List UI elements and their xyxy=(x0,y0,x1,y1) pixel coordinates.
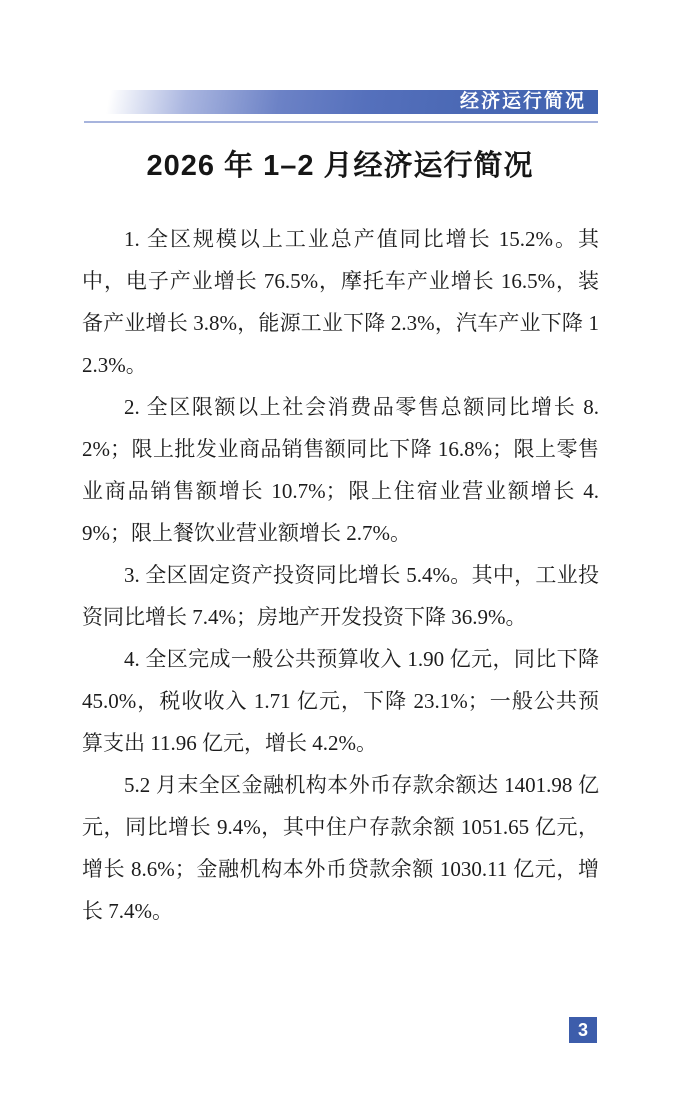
page-number-badge: 3 xyxy=(569,1017,597,1043)
page-title: 2026 年 1–2 月经济运行简况 xyxy=(146,150,534,182)
paragraph-finance: 5.2 月末全区金融机构本外币存款余额达 1401.98 亿元，同比增长 9.4%，其中住户存款余额 1051.65 亿元，增长 8.6%；金融机构本外币贷款余额 1030.11 亿元，增长 7.4%。 xyxy=(82,773,599,923)
paragraph-investment: 3. 全区固定资产投资同比增长 5.4%。其中，工业投资同比增长 7.4%；房地产开发投资下降 36.9%。 xyxy=(82,563,599,629)
header-banner-label: 经济运行简况 xyxy=(459,91,586,112)
paragraph-budget: 4. 全区完成一般公共预算收入 1.90 亿元，同比下降 45.0%，税收收入 1.71 亿元，下降 23.1%；一般公共预算支出 11.96 亿元，增长 4.2%。 xyxy=(82,647,599,755)
header-underline xyxy=(84,121,598,123)
header-banner xyxy=(84,90,598,114)
document-body xyxy=(82,218,599,932)
paragraph-industry: 1. 全区规模以上工业总产值同比增长 15.2%。其中，电子产业增长 76.5%，摩托车产业增长 16.5%，装备产业增长 3.8%，能源工业下降 2.3%，汽车产业下降 12.3%。 xyxy=(82,227,599,377)
paragraph-retail: 2. 全区限额以上社会消费品零售总额同比增长 8.2%；限上批发业商品销售额同比下降 16.8%；限上零售业商品销售额增长 10.7%；限上住宿业营业额增长 4.9%；限上餐饮业营业额增长 2.7%。 xyxy=(82,395,599,545)
